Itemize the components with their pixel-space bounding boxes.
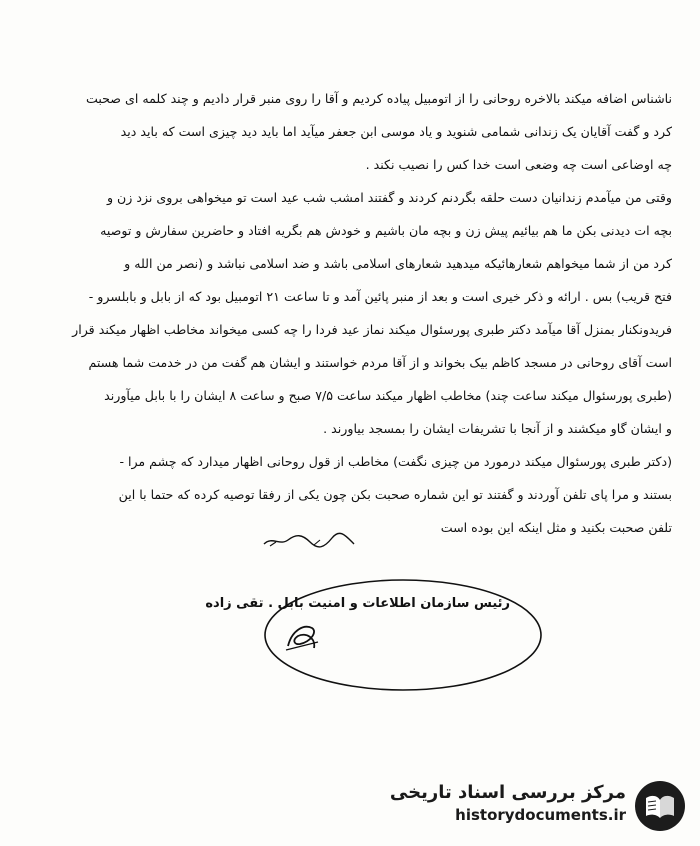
- footer-org-name: مرکز بررسی اسناد تاریخی: [389, 782, 626, 803]
- open-book-icon: [634, 780, 686, 832]
- document-line: فتح قریب) بس . ارائه و ذکر خیری است و بعد از منبر پائین آمد و تا ساعت ۲۱ اتومبیل بود که از بابل و بابلسرو -: [88, 289, 672, 304]
- document-line: بستند و مرا پای تلفن آوردند و گفتند تو این شماره صحبت بکن چون یکی از رفقا توصیه کرده که حتما با این: [118, 487, 672, 502]
- document-line: کرد و گفت آقایان یک زندانی شمامی شنوید و یاد موسی ابن جعفر میآید اما باید دید چیزی است که باید دید: [120, 124, 672, 139]
- signature-title: رئیس سازمان اطلاعات و امنیت بابل . تقی زاده: [205, 596, 510, 611]
- document-line: (طبری پورسئوال میکند ساعت چند) مخاطب اظهار میکند ساعت ۷/۵ صبح و ساعت ۸ ایشان را با بابل میآورند: [104, 388, 672, 403]
- signature-block: [205, 576, 544, 694]
- handwritten-note-scribble: [262, 532, 356, 550]
- document-line: است آقای روحانی در مسجد کاظم بیک بخواند و از آقا مردم خواستند و ایشان هم گفت من در خدمت شما هستم: [88, 355, 672, 370]
- footer-website: historydocuments.ir: [455, 806, 626, 824]
- document-body: [38, 82, 672, 544]
- document-line: وقتی من میآمدم زندانیان دست حلقه بگردنم کردند و گفتند امشب شب عید است تو میخواهی بروی نزد زن و: [106, 190, 672, 205]
- document-line: تلفن صحبت بکنید و مثل اینکه این بوده است: [440, 520, 672, 535]
- document-line: و ایشان گاو میکشند و از آنجا با تشریفات ایشان را بمسجد بیاورند .: [323, 421, 672, 436]
- document-line: کرد من از شما میخواهم شعارهائیکه میدهید شعارهای اسلامی باشد و ضد اسلامی نباشد و (نصر من الله و: [124, 256, 672, 271]
- document-line: فریدونکنار بمنزل آقا میآمد دکتر طبری پورسئوال میکند نماز عید فردا را چه کسی میخواند مخاطب اظهار میکند قرار: [72, 322, 672, 337]
- document-line: چه اوضاعی است چه وضعی است خدا کس را نصیب نکند .: [365, 157, 672, 172]
- document-line: بچه ات دیدنی بکن ما هم بیائیم پیش زن و بچه مان باشیم و خودش هم بگریه افتاد و حاضرین سفارش و توصیه: [100, 223, 672, 238]
- document-line: (دکتر طبری پورسئوال میکند درمورد من چیزی نگفت) مخاطب از قول روحانی اظهار میدارد که چشم مرا -: [119, 454, 672, 469]
- document-line: ناشناس اضافه میکند بالاخره روحانی را از اتومبیل پیاده کردیم و آقا را روی منبر قرار دادیم و چند کلمه ای صحبت: [86, 91, 672, 106]
- footer-watermark: [389, 776, 692, 836]
- signature-mark: [282, 620, 322, 654]
